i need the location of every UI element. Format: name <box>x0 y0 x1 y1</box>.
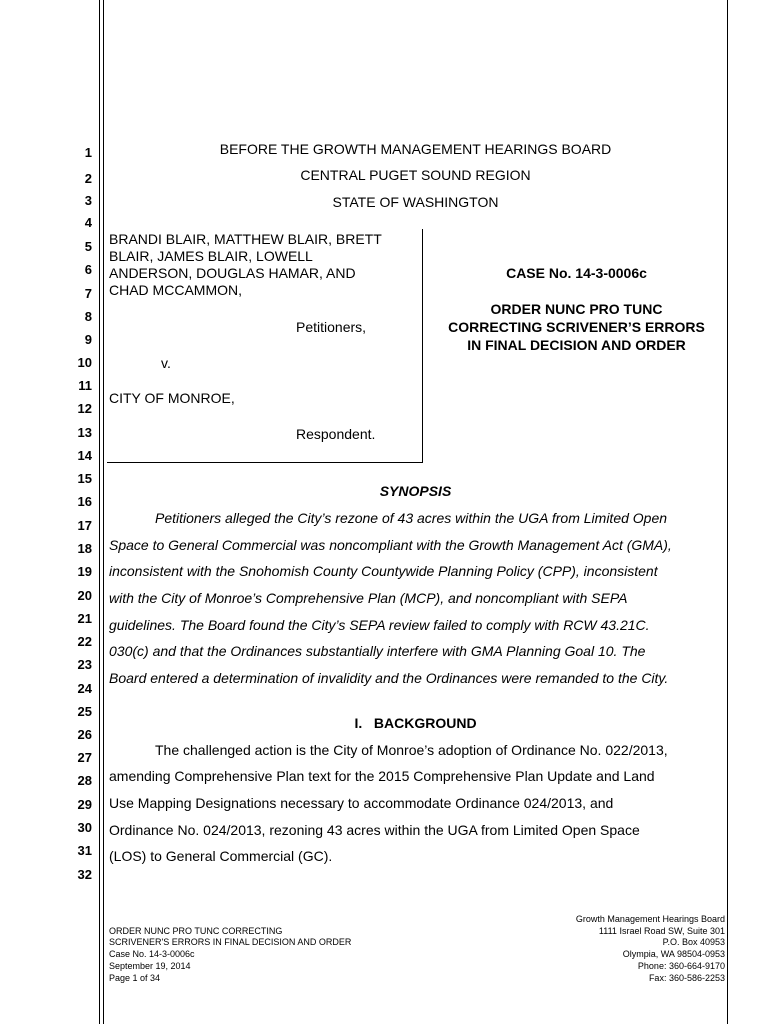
line-number: 25 <box>77 704 92 719</box>
synopsis-heading: SYNOPSIS <box>379 483 452 499</box>
line-number: 5 <box>84 239 92 254</box>
line-number: 23 <box>77 657 92 672</box>
footer-right-line: Olympia, WA 98504-0953 <box>622 949 725 959</box>
line-number: 28 <box>77 773 92 788</box>
line-number: 32 <box>77 867 92 882</box>
line-number: 24 <box>77 681 92 696</box>
line-number: 18 <box>77 541 92 556</box>
petitioner-names-line: ANDERSON, DOUGLAS HAMAR, AND <box>109 265 356 281</box>
footer-right-line: Growth Management Hearings Board <box>575 914 725 924</box>
order-title-line: CORRECTING SCRIVENER’S ERRORS <box>448 319 705 335</box>
line-number: 12 <box>77 401 92 416</box>
caption-divider-vertical <box>422 229 423 462</box>
board-header-line: CENTRAL PUGET SOUND REGION <box>300 167 531 183</box>
synopsis-line: guidelines. The Board found the City’s SEPA review failed to comply with RCW 43.21C. <box>109 617 650 633</box>
background-heading: I. BACKGROUND <box>354 715 477 731</box>
case-number: CASE No. 14-3-0006c <box>506 265 647 281</box>
synopsis-line: Board entered a determination of invalidity and the Ordinances were remanded to the City. <box>109 670 669 686</box>
left-margin-rule-outer <box>99 0 100 1024</box>
order-title-line: ORDER NUNC PRO TUNC <box>490 301 663 317</box>
synopsis-line: Petitioners alleged the City’s rezone of 43 acres within the UGA from Limited Open <box>155 510 668 526</box>
petitioners-label: Petitioners, <box>296 319 367 335</box>
footer-right-line: Fax: 360-586-2253 <box>648 973 725 983</box>
line-number: 7 <box>84 286 92 301</box>
footer-left-line: September 19, 2014 <box>109 961 191 971</box>
versus-label: v. <box>161 355 171 371</box>
line-number: 30 <box>77 820 92 835</box>
line-number: 16 <box>77 494 92 509</box>
line-number: 22 <box>77 634 92 649</box>
line-number: 21 <box>77 611 92 626</box>
caption-divider-horizontal <box>107 462 423 463</box>
synopsis-line: 030(c) and that the Ordinances substantially interfere with GMA Planning Goal 10. The <box>109 643 646 659</box>
background-line: Ordinance No. 024/2013, rezoning 43 acres within the UGA from Limited Open Space <box>109 822 640 838</box>
footer-left-line: ORDER NUNC PRO TUNC CORRECTING <box>109 926 283 936</box>
line-number: 10 <box>77 355 92 370</box>
footer-left-line: SCRIVENER'S ERRORS IN FINAL DECISION AND ORDER <box>109 937 352 947</box>
synopsis-line: Space to General Commercial was noncompliant with the Growth Management Act (GMA), <box>109 537 672 553</box>
respondent-label: Respondent. <box>296 426 376 442</box>
footer-right-line: P.O. Box 40953 <box>662 937 725 947</box>
line-number: 19 <box>77 564 92 579</box>
line-number: 3 <box>84 193 92 208</box>
synopsis-line: inconsistent with the Snohomish County Countywide Planning Policy (CPP), inconsistent <box>109 563 658 579</box>
background-line: The challenged action is the City of Monroe’s adoption of Ordinance No. 022/2013, <box>155 742 668 758</box>
line-number: 20 <box>77 588 92 603</box>
right-margin-rule <box>727 0 728 1024</box>
line-number: 17 <box>77 518 92 533</box>
footer-left-line: Case No. 14-3-0006c <box>109 949 195 959</box>
line-number: 8 <box>84 309 92 324</box>
petitioner-names-line: CHAD MCCAMMON, <box>109 282 242 298</box>
board-header-line: BEFORE THE GROWTH MANAGEMENT HEARINGS BOARD <box>219 141 612 157</box>
line-number: 29 <box>77 797 92 812</box>
board-header-line: STATE OF WASHINGTON <box>332 194 499 210</box>
line-number: 26 <box>77 727 92 742</box>
line-number: 31 <box>77 843 92 858</box>
background-line: Use Mapping Designations necessary to accommodate Ordinance 024/2013, and <box>109 795 614 811</box>
background-line: amending Comprehensive Plan text for the 2015 Comprehensive Plan Update and Land <box>109 768 655 784</box>
synopsis-line: with the City of Monroe’s Comprehensive Plan (MCP), and noncompliant with SEPA <box>109 590 628 606</box>
footer-right-line: Phone: 360-664-9170 <box>637 961 725 971</box>
line-number: 14 <box>77 448 92 463</box>
line-number: 9 <box>84 332 92 347</box>
line-number: 15 <box>77 471 92 486</box>
footer-left-line: Page 1 of 34 <box>109 973 161 983</box>
line-number: 1 <box>84 145 92 160</box>
line-number: 4 <box>84 215 92 230</box>
respondent-name: CITY OF MONROE, <box>109 390 235 406</box>
footer-right-line: 1111 Israel Road SW, Suite 301 <box>598 926 725 936</box>
line-number: 11 <box>78 378 92 393</box>
petitioner-names-line: BLAIR, JAMES BLAIR, LOWELL <box>109 248 313 264</box>
line-number: 27 <box>77 750 92 765</box>
line-number: 2 <box>84 171 92 186</box>
line-number: 13 <box>77 425 92 440</box>
order-title-line: IN FINAL DECISION AND ORDER <box>467 337 686 353</box>
background-line: (LOS) to General Commercial (GC). <box>109 848 333 864</box>
line-number: 6 <box>84 262 92 277</box>
petitioner-names-line: BRANDI BLAIR, MATTHEW BLAIR, BRETT <box>109 231 382 247</box>
